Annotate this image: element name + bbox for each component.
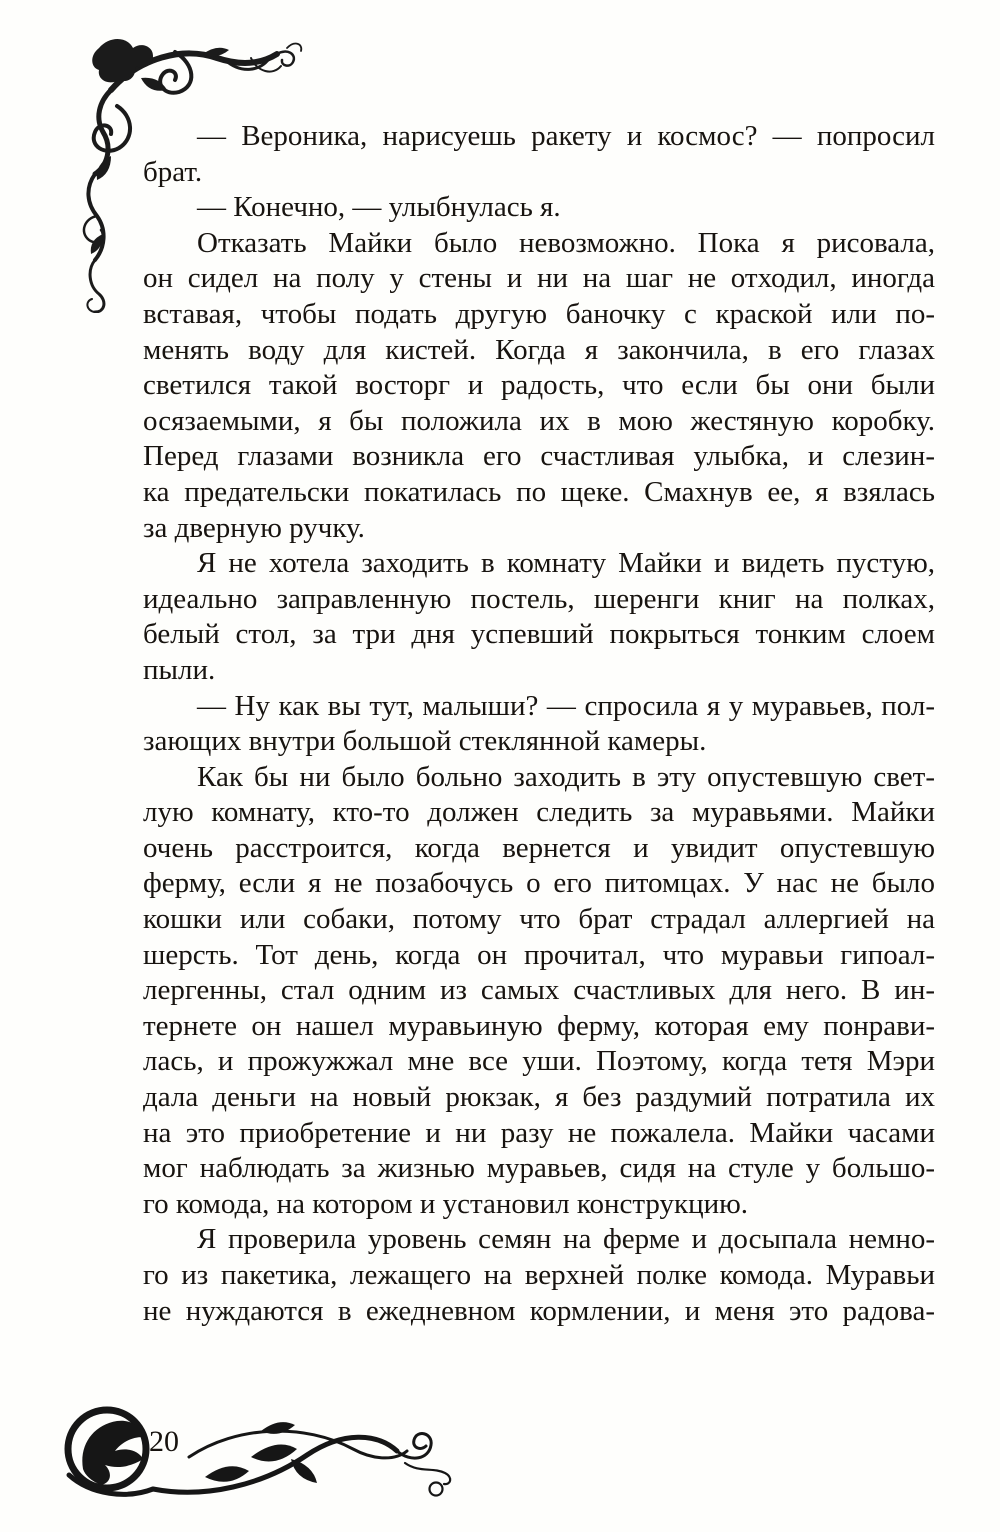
text-line <box>143 1151 935 1187</box>
text-line-content: — Вероника, нарисуешь ракету и космос? — попросил <box>197 120 935 152</box>
text-line <box>143 333 935 369</box>
text-line <box>143 1258 935 1294</box>
text-line <box>143 190 935 226</box>
text-line-content: го из пакетика, лежащего на верхней полке комода. Муравьи <box>143 1259 935 1291</box>
text-line-content: — Ну как вы тут, малыши? — спросила я у муравьев, пол- <box>197 689 935 722</box>
text-line-content: идеально заправленную постель, шеренги книг на полках, <box>143 582 935 615</box>
text-line <box>143 1009 935 1045</box>
text-line <box>143 689 935 725</box>
text-line <box>143 617 935 653</box>
text-line-content: дала деньги на новый рюкзак, я без раздумий потратила их <box>143 1081 935 1114</box>
text-line-content: он сидел на полу у стены и ни на шаг не отходил, иногда <box>143 262 935 295</box>
text-line <box>143 297 935 333</box>
text-line <box>143 1187 935 1223</box>
text-line-content: пыли. <box>143 653 216 686</box>
text-line-content: кошки или собаки, потому что брат страдал аллергией на <box>143 903 935 936</box>
text-line <box>143 866 935 902</box>
text-line <box>143 1222 935 1258</box>
text-line-content: — Конечно, — улыбнулась я. <box>197 191 561 224</box>
text-line-content: менять воду для кистей. Когда я закончила, в его глазах <box>143 333 935 366</box>
text-line <box>143 1294 935 1330</box>
text-line-content: лергенны, стал одним из самых счастливых для него. В ин- <box>143 974 935 1007</box>
text-line-content: го комода, на котором и установил конструкцию. <box>143 1187 749 1220</box>
text-line <box>143 368 935 404</box>
text-line-content: белый стол, за три дня успевший покрыться тонким слоем <box>143 618 935 651</box>
page-text <box>143 119 935 1329</box>
text-line <box>143 155 935 191</box>
text-line <box>143 760 935 796</box>
text-line-content: вставая, чтобы подать другую баночку с краской или по- <box>143 297 935 330</box>
text-line <box>143 582 935 618</box>
text-line-content: лась, и прожужжал мне все уши. Поэтому, когда тетя Мэри <box>143 1045 935 1078</box>
text-line-content: шерсть. Тот день, когда он прочитал, что муравьи гипоал- <box>143 938 935 971</box>
text-line-content: за дверную ручку. <box>143 511 365 544</box>
text-line-content: очень расстроится, когда вернется и увидит опустевшую <box>143 831 935 864</box>
text-line <box>143 795 935 831</box>
text-line <box>143 938 935 974</box>
page-number: 20 <box>149 1425 179 1458</box>
text-line <box>143 724 935 760</box>
text-line-content: ка предательски покатилась по щеке. Смахнув ее, я взялась <box>143 475 935 508</box>
text-line <box>143 119 935 155</box>
text-line-content: светился такой восторг и радость, что если бы они были <box>143 369 935 402</box>
text-line-content: Отказать Майки было невозможно. Пока я рисовала, <box>197 226 935 259</box>
text-line-content: тернете он нашел муравьиную ферму, которая ему понрави- <box>143 1009 935 1042</box>
text-line <box>143 226 935 262</box>
text-line <box>143 511 935 547</box>
text-line <box>143 546 935 582</box>
text-line <box>143 1080 935 1116</box>
text-line <box>143 261 935 297</box>
text-line-content: Я проверила уровень семян на ферме и досыпала немно- <box>197 1223 935 1256</box>
text-line <box>143 831 935 867</box>
text-line-content: не нуждаются в ежедневном кормлении, и меня это радова- <box>143 1294 935 1327</box>
text-line-content: мог наблюдать за жизнью муравьев, сидя на стуле у большо- <box>143 1152 935 1185</box>
text-line-content: на это приобретение и ни разу не пожалела. Майки часами <box>143 1116 935 1149</box>
text-line-content: Я не хотела заходить в комнату Майки и видеть пустую, <box>197 547 935 580</box>
text-line-content: брат. <box>143 155 203 188</box>
text-line-content: лую комнату, кто-то должен следить за муравьями. Майки <box>143 796 935 829</box>
text-line-content: ферму, если я не позабочусь о его питомцах. У нас не было <box>143 867 935 900</box>
text-line <box>143 902 935 938</box>
text-line <box>143 1044 935 1080</box>
text-line <box>143 1116 935 1152</box>
text-line <box>143 475 935 511</box>
text-line-content: Как бы ни было больно заходить в эту опустевшую свет- <box>197 760 935 793</box>
text-line-content: осязаемыми, я бы положила их в мою жестяную коробку. <box>143 404 935 437</box>
floral-vine-flourish-icon <box>55 1393 465 1508</box>
text-line <box>143 973 935 1009</box>
text-line <box>143 653 935 689</box>
text-line-content: зающих внутри большой стеклянной камеры. <box>143 725 707 758</box>
text-line-content: Перед глазами возникла его счастливая улыбка, и слезин- <box>143 440 935 473</box>
text-line <box>143 439 935 475</box>
text-line <box>143 404 935 440</box>
